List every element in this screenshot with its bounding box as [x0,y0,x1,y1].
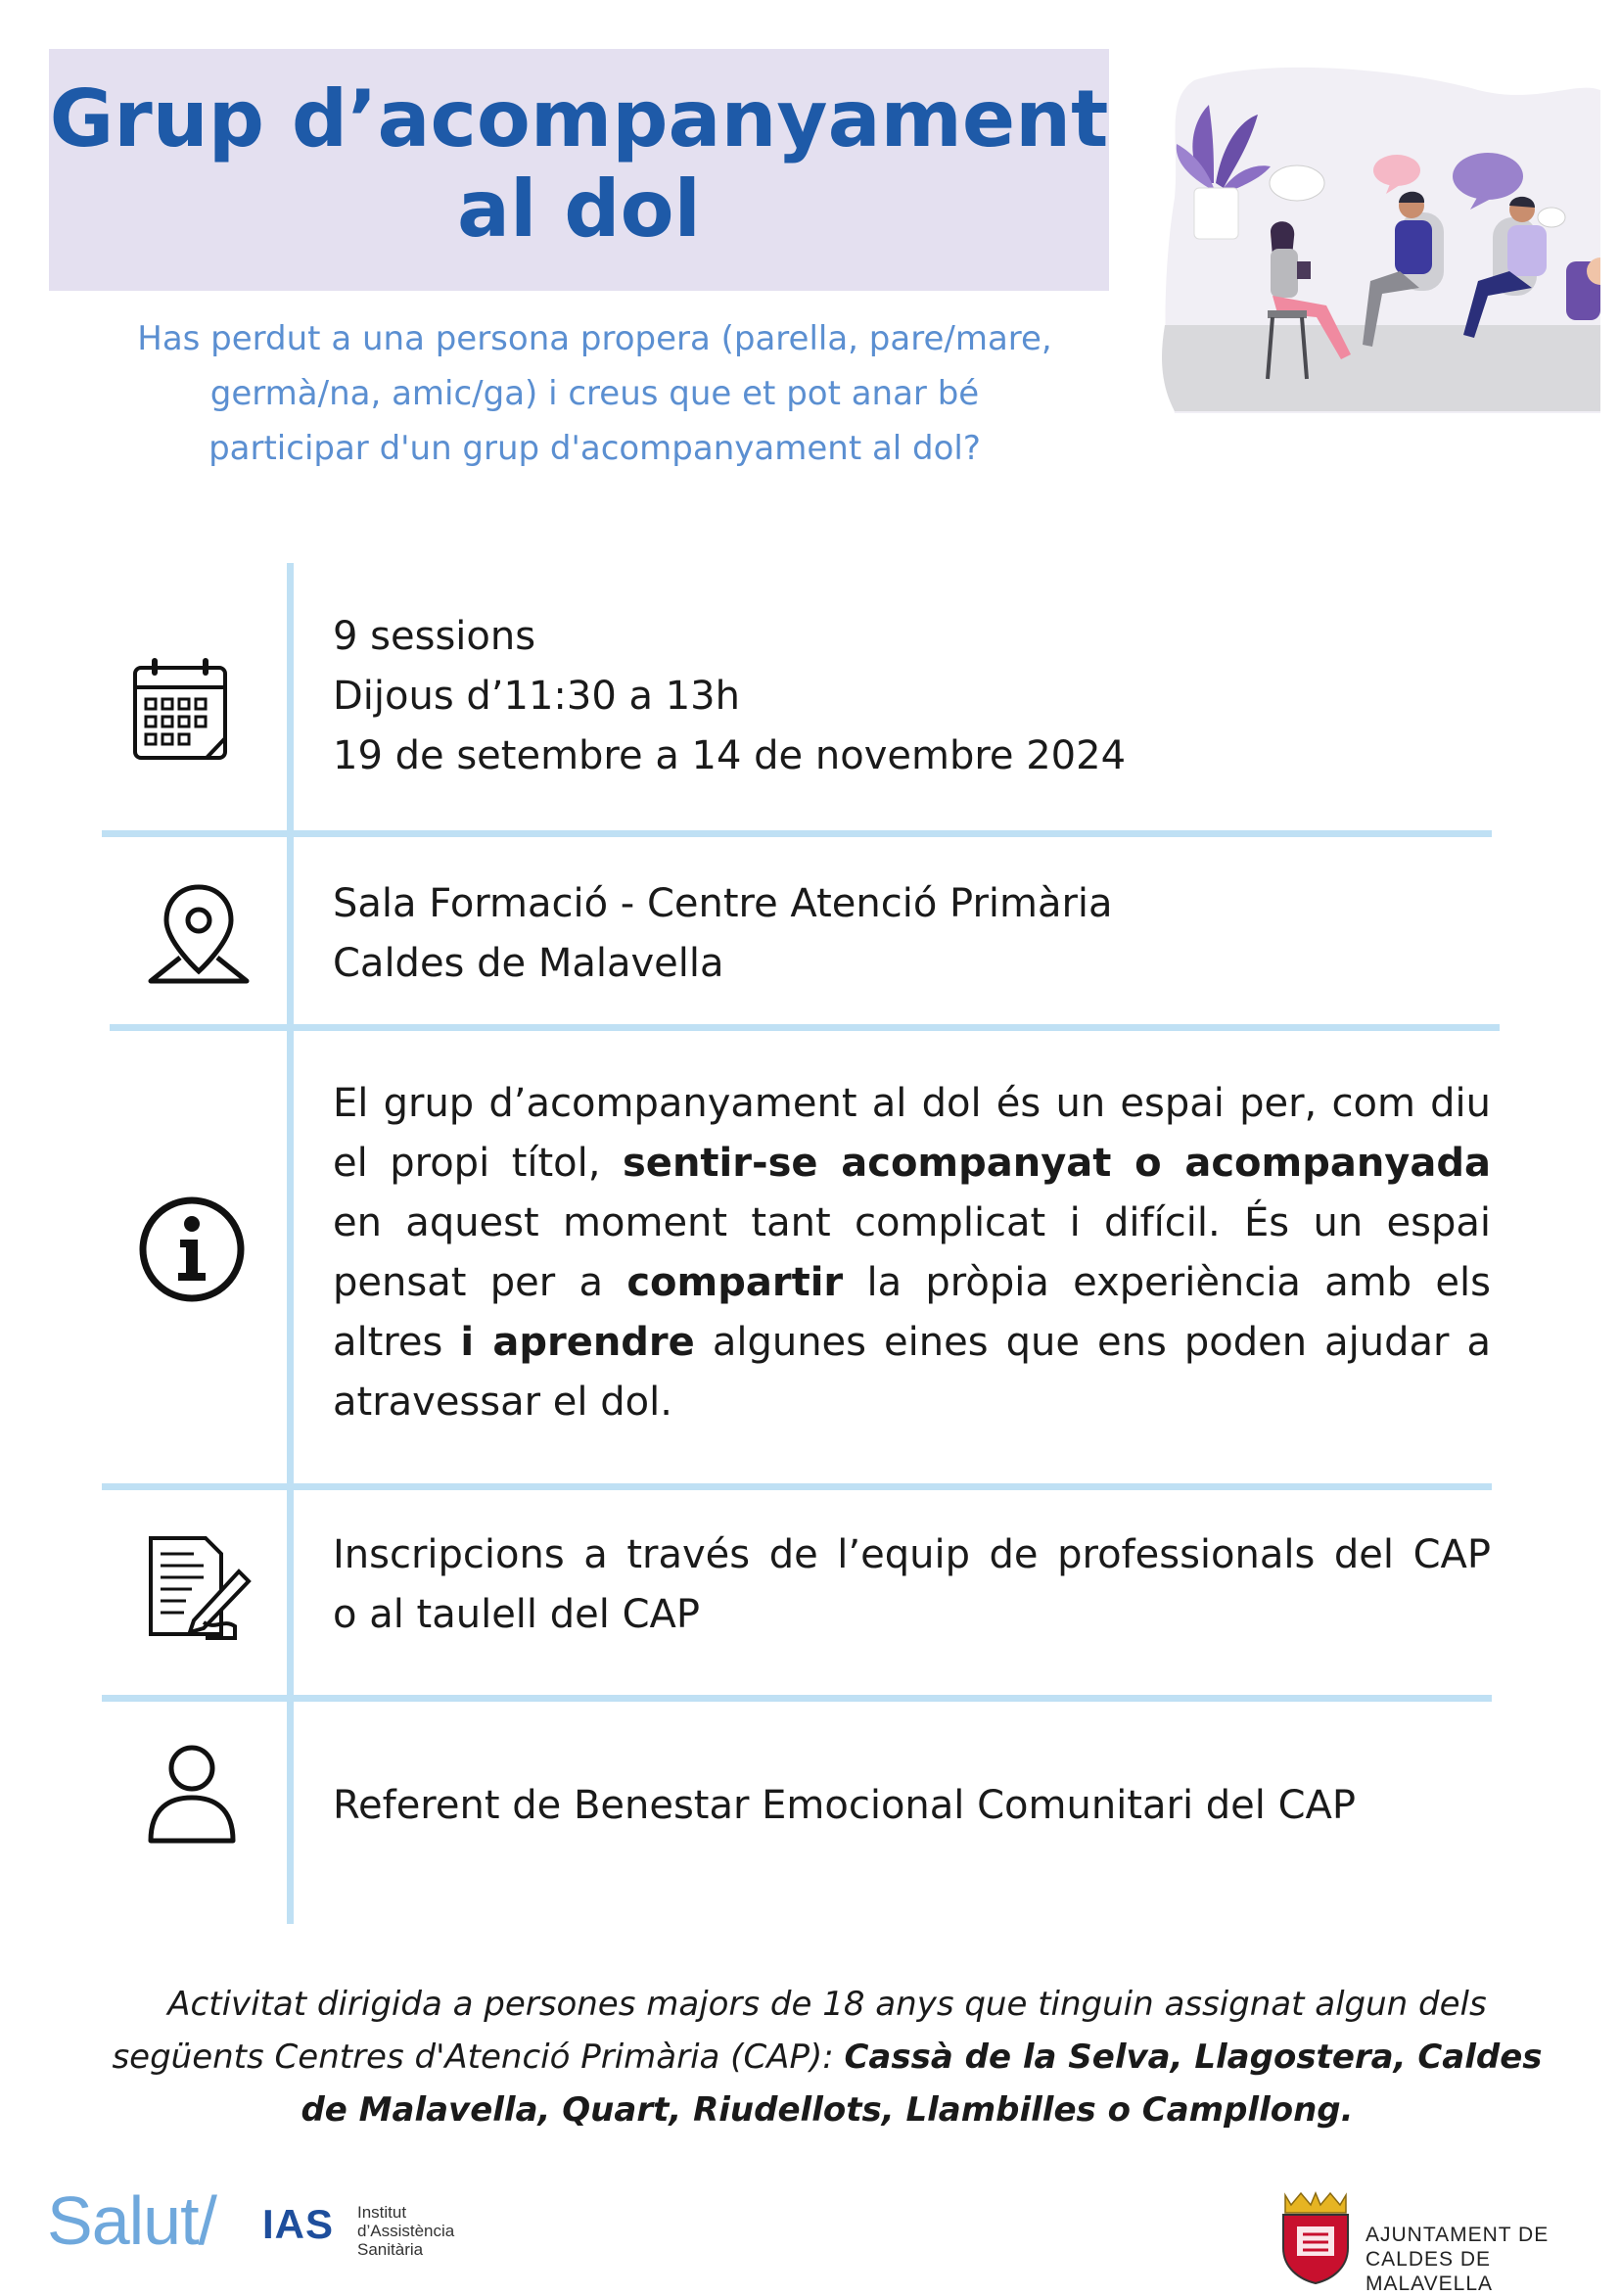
location-details [333,874,1113,994]
salut-logo: Salut/ [47,2182,216,2259]
info-icon [137,1195,247,1304]
vertical-divider [287,563,294,1924]
referent-text: Referent de Benestar Emocional Comunitari del CAP [333,1783,1357,1828]
ias-logo-mark: IAS [262,2201,335,2247]
horizontal-divider [110,1024,1500,1031]
location-town: Caldes de Malavella [333,941,724,986]
eligibility-intro: Activitat dirigida a persones majors de 18 anys que tinguin assignat algun dels següents Centres d'Atenció Primària (CAP): [112,1985,1487,2077]
person-icon [145,1743,239,1847]
description-text: El grup d’acompanyament al dol és un espai per, com diu el propi títol, [333,1081,1491,1186]
ias-line: d’Assistència [357,2222,455,2240]
ajuntament-line: CALDES DE MALAVELLA [1365,2248,1494,2295]
eligible-centres: Cassà de la Selva, Llagostera, Caldes de Malavella, Quart, Riudellots, Llambilles o Campllong. [301,2038,1543,2130]
sessions-count: 9 sessions [333,614,536,659]
ias-line: Institut [357,2203,407,2222]
group-description [333,1074,1491,1432]
signing-document-icon [145,1532,255,1642]
subtitle-line: participar d'un grup d'acompanyament al dol? [208,429,981,468]
subtitle [78,311,1111,476]
description-emphasis: compartir [626,1260,844,1305]
horizontal-divider [102,1695,1492,1702]
location-pin-icon [145,881,253,989]
title-line-1: Grup d’acompanyament [49,73,1109,164]
description-emphasis: sentir-se acompanyat o acompanyada [623,1141,1491,1186]
caldes-crest-icon [1277,2191,1354,2284]
location-room: Sala Formació - Centre Atenció Primària [333,881,1113,926]
description-text: la pròpia experiència amb els altres [333,1260,1491,1365]
schedule-details [333,607,1126,786]
registration-line: Inscripcions a través de l’equip de professionals del CAP [333,1532,1491,1577]
ajuntament-line: AJUNTAMENT DE [1365,2224,1550,2246]
description-text: algunes eines que ens poden ajudar a atravessar el dol. [333,1320,1491,1425]
referent-details [333,1776,1356,1836]
horizontal-divider [102,830,1492,837]
registration-details [333,1525,1491,1645]
eligibility-note [108,1978,1547,2136]
calendar-icon [130,656,234,768]
description-emphasis: i aprendre [460,1320,695,1365]
ajuntament-logo-text [1365,2223,1620,2296]
session-time: Dijous d’11:30 a 13h [333,674,740,719]
ias-logo-text [357,2203,454,2259]
title-line-2: al dol [457,164,701,255]
subtitle-line: germà/na, amic/ga) i creus que et pot anar bé [209,374,980,413]
description-text: en aquest moment tant complicat i difícil. És un espai pensat per a [333,1200,1491,1305]
ias-line: Sanitària [357,2240,424,2259]
group-talk-illustration [1155,61,1600,413]
subtitle-line: Has perdut a una persona propera (parella, pare/mare, [137,319,1052,358]
horizontal-divider [102,1483,1492,1490]
session-dates: 19 de setembre a 14 de novembre 2024 [333,733,1127,778]
registration-line: o al taulell del CAP [333,1592,700,1637]
page-title [49,74,1109,255]
